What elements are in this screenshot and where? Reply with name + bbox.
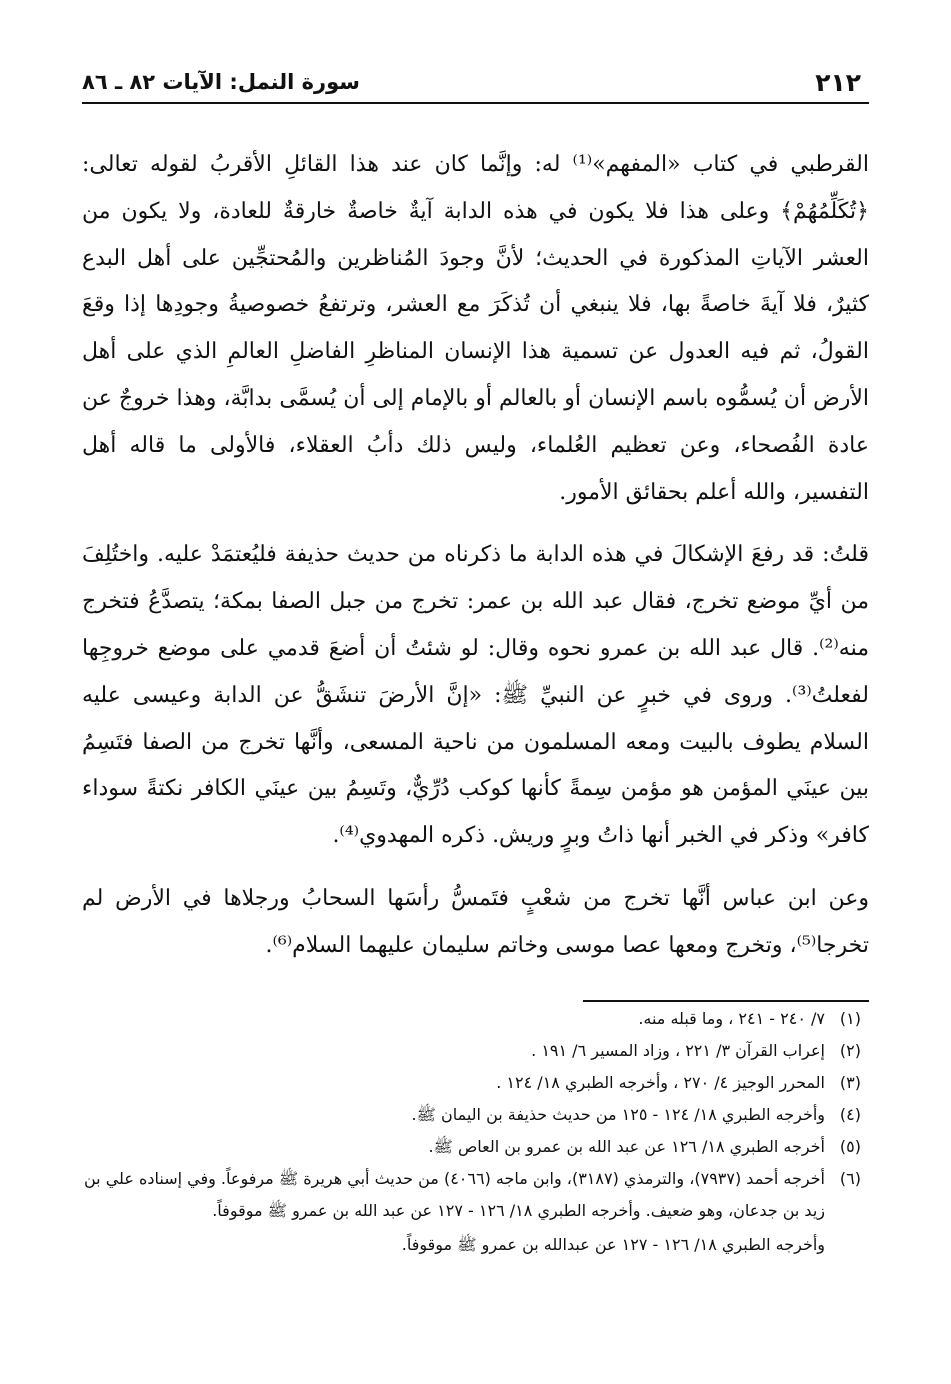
footnote-number: (١) bbox=[839, 1009, 861, 1028]
main-text bbox=[82, 142, 869, 970]
footnote-text: إعراب القرآن ٣/ ٢٢١ ، وزاد المسير ٦/ ١٩١ . bbox=[531, 1041, 825, 1060]
footnote-text: ٧/ ٢٤٠ - ٢٤١ ، وما قبله منه. bbox=[638, 1009, 825, 1028]
running-title: سورة النمل: الآيات ٨٢ ـ ٨٦ bbox=[82, 70, 360, 94]
footnote bbox=[82, 1035, 861, 1067]
footnotes bbox=[82, 1003, 861, 1261]
footnote-number: (٣) bbox=[839, 1073, 861, 1092]
footnote-text: المحرر الوجيز ٤/ ٢٧٠ ، وأخرجه الطبري ١٨/ ١٢٤ . bbox=[496, 1073, 825, 1092]
footnote-number: (٦) bbox=[839, 1169, 861, 1188]
footnote bbox=[82, 1131, 861, 1163]
footnote-text: وأخرجه الطبري ١٨/ ١٢٤ - ١٢٥ من حديث حذيفة بن اليمان ﷺ. bbox=[411, 1105, 825, 1124]
footnote-text: أخرجه أحمد (٧٩٣٧)، والترمذي (٣١٨٧)، وابن ماجه (٤٠٦٦) من حديث أبي هريرة ﷺ مرفوعاً. وفي إسناده علي بن زيد بن جدعان، وهو ضعيف. وأخرجه الطبري ١٨/ ١٢٦ - ١٢٧ عن عبد الله بن عمرو ﷺ موقوفاً. bbox=[84, 1169, 825, 1220]
paragraph: قلتُ: قد رفعَ الإشكالَ في هذه الدابة ما ذكرناه من حديث حذيفة فليُعتمَدْ عليه. واختُلِفَ من أيِّ موضع تخرج، فقال عبد الله بن عمر: تخرج من جبل الصفا بمكة؛ يتصدَّعُ فتخرج منه⁽²⁾. قال عبد الله بن عمرو نحوه وقال: لو شئتُ أن أضعَ قدمي على موضع خروجِها لفعلتُ⁽³⁾. وروى في خبرٍ عن النبيِّ ﷺ: «إنَّ الأرضَ تنشَقُّ عن الدابة وعيسى عليه السلام يطوف بالبيت ومعه المسلمون من ناحية المسعى، وأنَّها تخرج من الصفا فتَسِمُ بين عينَي المؤمن هو مؤمن سِمةً كأنها كوكب دُرِّيٌّ، وتَسِمُ بين عينَي الكافر نكتةً سوداء كافر» وذكر في الخبر أنها ذاتُ وبرٍ وريش. ذكره المهدوي⁽⁴⁾. bbox=[82, 542, 869, 849]
footnote-text: أخرجه الطبري ١٨/ ١٢٦ عن عبد الله بن عمرو بن العاص ﷺ. bbox=[428, 1137, 825, 1156]
paragraph: القرطبي في كتاب «المفهم»⁽¹⁾ له: وإنَّما كان عند هذا القائلِ الأقربُ لقوله تعالى: ﴿تُكَلِّمُهُمْ﴾ وعلى هذا فلا يكون في هذه الدابة آيةٌ خاصةٌ خارقةٌ للعادة، ولا يكون من العشر الآياتِ المذكورة في الحديث؛ لأنَّ وجودَ المُناظرين والمُحتجِّين على أهل البدع كثيرٌ، فلا آيةَ خاصةً بها، فلا ينبغي أن تُذكَرَ مع العشر، وترتفعُ خصوصيةُ وجودِها إذا وقعَ القولُ، ثم فيه العدول عن تسمية هذا الإنسان المناظرِ الفاضلِ العالمِ الذي على أهل الأرض أن يُسمُّوه باسم الإنسان أو بالعالم أو بالإمام إلى أن يُسمَّى بدابَّة، وهذا خروجٌ عن عادة الفُصحاء، وعن تعظيم العُلماء، وليس ذلك دأبُ العقلاء، فالأولى ما قاله أهل التفسير، والله أعلم بحقائق الأمور. bbox=[82, 152, 869, 505]
footnote bbox=[82, 1099, 861, 1131]
paragraph: وعن ابن عباس أنَّها تخرج من شعْبٍ فتَمسُّ رأسَها السحابُ ورجلاها في الأرض لم تخرجا⁽⁵⁾، وتخرج ومعها عصا موسى وخاتم سليمان عليهما السلام⁽⁶⁾. bbox=[82, 885, 869, 958]
footnote bbox=[82, 1067, 861, 1099]
footnote-number: (٤) bbox=[839, 1105, 861, 1124]
footnote-continuation: وأخرجه الطبري ١٨/ ١٢٦ - ١٢٧ عن عبدالله بن عمرو ﷺ موقوفاً. bbox=[401, 1235, 825, 1254]
footnote bbox=[82, 1163, 861, 1227]
footnote-number: (٢) bbox=[839, 1041, 861, 1060]
page-number: ٢١٢ bbox=[815, 68, 861, 97]
footnote bbox=[82, 1003, 861, 1035]
footnote-number: (٥) bbox=[839, 1137, 861, 1156]
footnote-divider bbox=[583, 1000, 869, 1002]
page-header bbox=[82, 62, 869, 104]
